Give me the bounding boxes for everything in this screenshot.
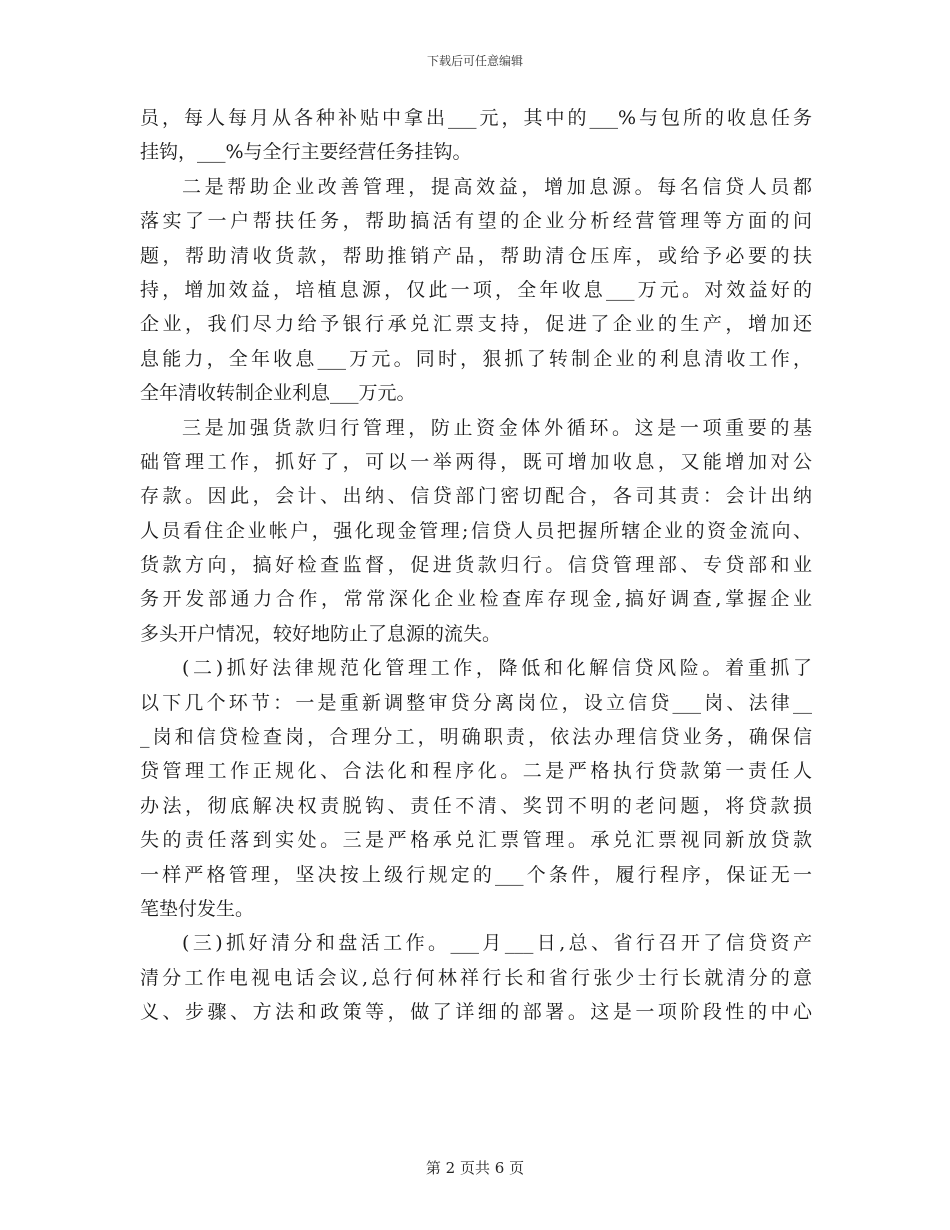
text-line: 以下几个环节：一是重新调整审贷分离岗位，设立信贷___岗、法律__ [140, 691, 812, 714]
paragraph-first-line: 二是帮助企业改善管理，提高效益，增加息源。每名信贷人员都 [182, 175, 812, 198]
text-line: 义、步骤、方法和政策等，做了详细的部署。这是一项阶段性的中心 [140, 1001, 812, 1024]
text-line: _岗和信贷检查岗，合理分工，明确职责，依法办理信贷业务，确保信 [140, 726, 812, 749]
page-header: 下载后可任意编辑 [426, 54, 523, 68]
paragraph-first-line: (三)抓好清分和盘活工作。___月___日,总、省行召开了信贷资产 [182, 932, 812, 955]
text-line: 失的责任落到实处。三是严格承兑汇票管理。承兑汇票视同新放贷款 [140, 829, 812, 852]
text-line: 挂钩，___%与全行主要经营任务挂钩。 [140, 141, 472, 164]
text-line: 存款。因此，会计、出纳、信贷部门密切配合，各司其责：会计出纳 [140, 485, 812, 508]
text-line: 一样严格管理，坚决按上级行规定的___个条件，履行程序，保证无一 [140, 863, 812, 886]
text-line: 持，增加效益，培植息源，仅此一项，全年收息___万元。对效益好的 [140, 278, 812, 301]
text-line: 人员看住企业帐户，强化现金管理;信贷人员把握所辖企业的资金流向、 [140, 519, 812, 542]
text-line: 员，每人每月从各种补贴中拿出___元，其中的___%与包所的收息任务 [140, 107, 812, 129]
text-line: 息能力，全年收息___万元。同时，狠抓了转制企业的利息清收工作， [140, 347, 812, 370]
text-line: 清分工作电视电话会议,总行何林祥行长和省行张少士行长就清分的意 [140, 966, 812, 989]
paragraph-first-line: (二)抓好法律规范化管理工作，降低和化解信贷风险。着重抓了 [182, 657, 812, 680]
text-line: 全年清收转制企业利息___万元。 [140, 382, 416, 405]
document-body [140, 101, 812, 1030]
text-line: 货款方向，搞好检查监督，促进货款归行。信贷管理部、专贷部和业 [140, 554, 812, 577]
page-number-footer: 第 2 页共 6 页 [425, 1159, 525, 1177]
text-line: 办法，彻底解决权责脱钩、责任不清、奖罚不明的老问题，将贷款损 [140, 794, 812, 817]
text-line: 落实了一户帮扶任务，帮助搞活有望的企业分析经营管理等方面的问 [140, 210, 812, 233]
text-line: 笔垫付发生。 [140, 897, 255, 920]
text-line: 多头开户情况，较好地防止了息源的流失。 [140, 622, 502, 645]
text-line: 础管理工作，抓好了，可以一举两得，既可增加收息，又能增加对公 [140, 450, 812, 473]
text-line: 题，帮助清收货款，帮助推销产品，帮助清仓压库，或给予必要的扶 [140, 244, 812, 267]
text-line: 企业，我们尽力给予银行承兑汇票支持，促进了企业的生产，增加还 [140, 313, 812, 336]
text-line: 贷管理工作正规化、合法化和程序化。二是严格执行贷款第一责任人 [140, 760, 812, 783]
text-line: 务开发部通力合作，常常深化企业检查库存现金,搞好调查,掌握企业 [140, 588, 812, 611]
paragraph-first-line: 三是加强货款归行管理，防止资金体外循环。这是一项重要的基 [182, 416, 812, 439]
